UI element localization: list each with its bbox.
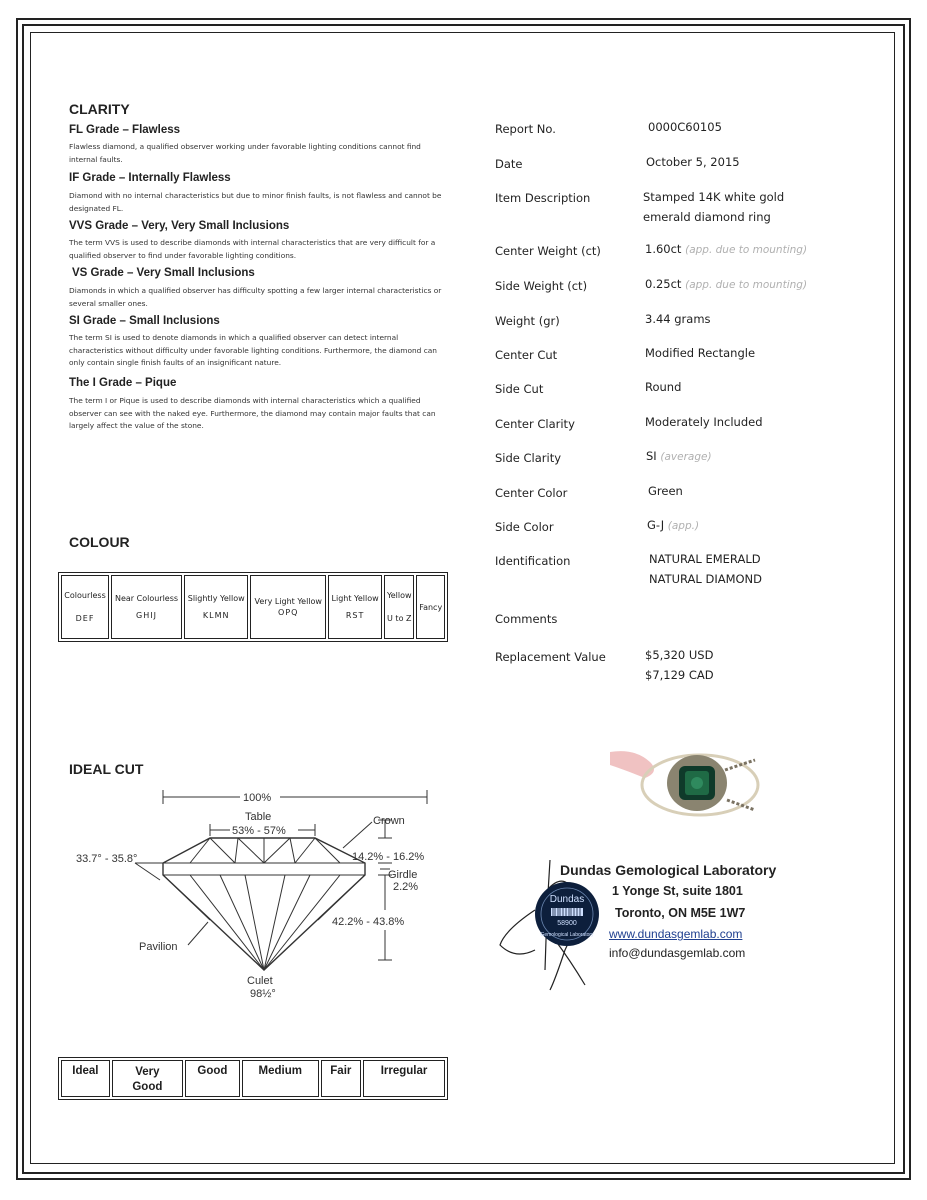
colour-cell-slightly-yellow <box>184 575 248 639</box>
colour-cell-very-light-yellow <box>250 575 326 639</box>
colour-cell-label: Fancy <box>419 602 443 612</box>
colour-heading: COLOUR <box>69 534 130 550</box>
grade-i-title: The I Grade – Pique <box>69 377 177 389</box>
cut-grade-very-good <box>112 1060 183 1097</box>
cut-grade-fair: Fair <box>321 1060 362 1097</box>
cut-grade-ideal: Ideal <box>61 1060 110 1097</box>
side-clarity-value: SI <box>646 449 657 463</box>
label-center-weight: Center Weight (ct) <box>495 244 601 258</box>
side-color-value: G-J <box>647 518 665 532</box>
label-item-description: Item Description <box>495 191 591 205</box>
seal-number: 58900 <box>557 920 577 927</box>
colour-scale-table <box>58 572 448 642</box>
colour-cell-grades: KLMN <box>202 611 230 620</box>
cut-grade-irregular: Irregular <box>363 1060 445 1097</box>
value-replacement-cad: $7,129 CAD <box>645 668 714 682</box>
grade-i-description: The term I or Pique is used to describe diamonds with internal characteristics which a qualified observer can see with the naked eye. Furthermore, the diamond may contain major faults that can largely affect the value of the stone. <box>69 396 436 430</box>
grade-if-title: IF Grade – Internally Flawless <box>69 172 231 184</box>
label-center-color: Center Color <box>495 486 568 500</box>
colour-cell-grades: U to Z <box>387 614 412 623</box>
value-side-clarity <box>646 447 712 467</box>
center-weight-value: 1.60ct <box>645 242 682 256</box>
side-color-note: (app.) <box>667 520 700 532</box>
value-item-description: Stamped 14K white gold <box>643 190 785 204</box>
colour-cell-grades: OPQ <box>278 608 299 617</box>
colour-cell-label: Light Yellow <box>331 594 379 603</box>
label-weight-gr: Weight (gr) <box>495 314 560 328</box>
grade-vvs-description: The term VVS is used to describe diamonds with internal characteristics that are very difficult for a qualified observer to find under favorable lighting conditions. <box>69 238 436 260</box>
value-center-weight <box>645 240 807 260</box>
side-clarity-note: (average) <box>660 451 712 463</box>
colour-cell-light-yellow <box>328 575 382 639</box>
grade-if-description: Diamond with no internal characteristics but due to minor finish faults, is not flawless and cannot be designated FL. <box>69 191 442 213</box>
value-date: October 5, 2015 <box>646 155 740 169</box>
colour-cell-label: Yellow <box>386 591 412 600</box>
label-comments: Comments <box>495 612 558 626</box>
diagram-table-range: 53% - 57% <box>232 825 286 837</box>
colour-cell-grades: DEF <box>75 614 95 623</box>
grade-fl-description: Flawless diamond, a qualified observer working under favorable lighting conditions cannot find internal faults. <box>69 142 421 164</box>
value-center-clarity: Moderately Included <box>645 415 763 429</box>
value-identification: NATURAL EMERALD <box>649 552 761 566</box>
diagram-culet-value: 98½° <box>250 988 276 1000</box>
colour-cell-fancy <box>416 575 445 639</box>
label-side-weight: Side Weight (ct) <box>495 279 588 293</box>
lab-address-line-1: 1 Yonge St, suite 1801 <box>612 884 743 898</box>
diamond-proportion-diagram <box>60 780 460 1005</box>
colour-cell-colourless <box>61 575 109 639</box>
value-center-color: Green <box>648 484 683 498</box>
grade-vvs-title: VVS Grade – Very, Very Small Inclusions <box>69 220 290 232</box>
side-weight-value: 0.25ct <box>645 277 682 291</box>
ring-photo <box>605 740 765 830</box>
value-side-weight <box>645 275 807 295</box>
diagram-pavilion-depth: 42.2% - 43.8% <box>332 916 405 928</box>
grade-si-description: The term SI is used to denote diamonds in which a qualified observer can detect internal characteristics without difficulty under favorable lighting conditions. Furthermore, the diamond can only contain single finish faults of an insignificant nature. <box>69 333 437 367</box>
lab-name: Dundas Gemological Laboratory <box>560 862 777 878</box>
diagram-pavilion-label: Pavilion <box>139 941 178 953</box>
diagram-culet-label: Culet <box>247 975 273 987</box>
colour-cell-label: Very Light Yellow <box>254 597 322 606</box>
value-side-color <box>647 516 699 536</box>
diagram-crown-angle: 33.7° - 35.8° <box>76 853 138 865</box>
diagram-total-label: 100% <box>243 792 272 804</box>
colour-cell-grades: GHIJ <box>136 611 157 620</box>
label-report-no: Report No. <box>495 122 556 136</box>
label-replacement-value: Replacement Value <box>495 650 606 664</box>
colour-cell-label: Slightly Yellow <box>187 594 245 603</box>
value-identification-2: NATURAL DIAMOND <box>649 572 763 586</box>
value-item-description-2: emerald diamond ring <box>643 210 771 224</box>
side-weight-note: (app. due to mounting) <box>685 279 808 291</box>
ideal-cut-heading: IDEAL CUT <box>69 761 144 777</box>
diagram-crown-height: 14.2% - 16.2% <box>352 851 425 863</box>
cut-grade-very-good-label: Very Good <box>132 1066 163 1093</box>
lab-address-line-2: Toronto, ON M5E 1W7 <box>615 906 746 920</box>
colour-cell-label: Colourless <box>64 591 106 600</box>
cut-grade-medium: Medium <box>242 1060 319 1097</box>
value-center-cut: Modified Rectangle <box>645 346 756 360</box>
diagram-table-label: Table <box>245 811 272 823</box>
value-side-cut: Round <box>645 380 682 394</box>
label-center-cut: Center Cut <box>495 348 558 362</box>
colour-cell-near-colourless <box>111 575 182 639</box>
clarity-heading: CLARITY <box>69 101 130 117</box>
label-side-cut: Side Cut <box>495 382 544 396</box>
diagram-crown-label: Crown <box>373 815 405 827</box>
center-weight-note: (app. due to mounting) <box>685 244 808 256</box>
diagram-girdle-label: Girdle <box>388 869 418 881</box>
lab-email: info@dundasgemlab.com <box>609 946 746 960</box>
label-side-clarity: Side Clarity <box>495 451 562 465</box>
colour-cell-grades: RST <box>345 611 365 620</box>
lab-website-link[interactable]: www.dundasgemlab.com <box>609 927 743 941</box>
cut-grade-scale <box>58 1057 448 1100</box>
value-report-no: 0000C60105 <box>648 120 722 134</box>
grade-vs-title: VS Grade – Very Small Inclusions <box>72 267 255 279</box>
value-replacement-usd: $5,320 USD <box>645 648 714 662</box>
diagram-girdle-value: 2.2% <box>393 881 419 893</box>
lab-seal <box>533 880 601 948</box>
grade-fl-title: FL Grade – Flawless <box>69 124 181 136</box>
cut-grade-good: Good <box>185 1060 240 1097</box>
label-identification: Identification <box>495 554 571 568</box>
label-center-clarity: Center Clarity <box>495 417 575 431</box>
label-side-color: Side Color <box>495 520 554 534</box>
seal-subtitle: Gemological Laboratory <box>540 932 594 938</box>
seal-title: Dundas <box>549 894 585 905</box>
grade-si-title: SI Grade – Small Inclusions <box>69 315 220 327</box>
value-weight-gr: 3.44 grams <box>645 312 711 326</box>
colour-cell-yellow <box>384 575 414 639</box>
label-date: Date <box>495 157 523 171</box>
grade-vs-description: Diamonds in which a qualified observer has difficulty spotting a few larger internal characteristics or several smaller ones. <box>69 286 442 308</box>
colour-cell-label: Near Colourless <box>114 594 179 603</box>
